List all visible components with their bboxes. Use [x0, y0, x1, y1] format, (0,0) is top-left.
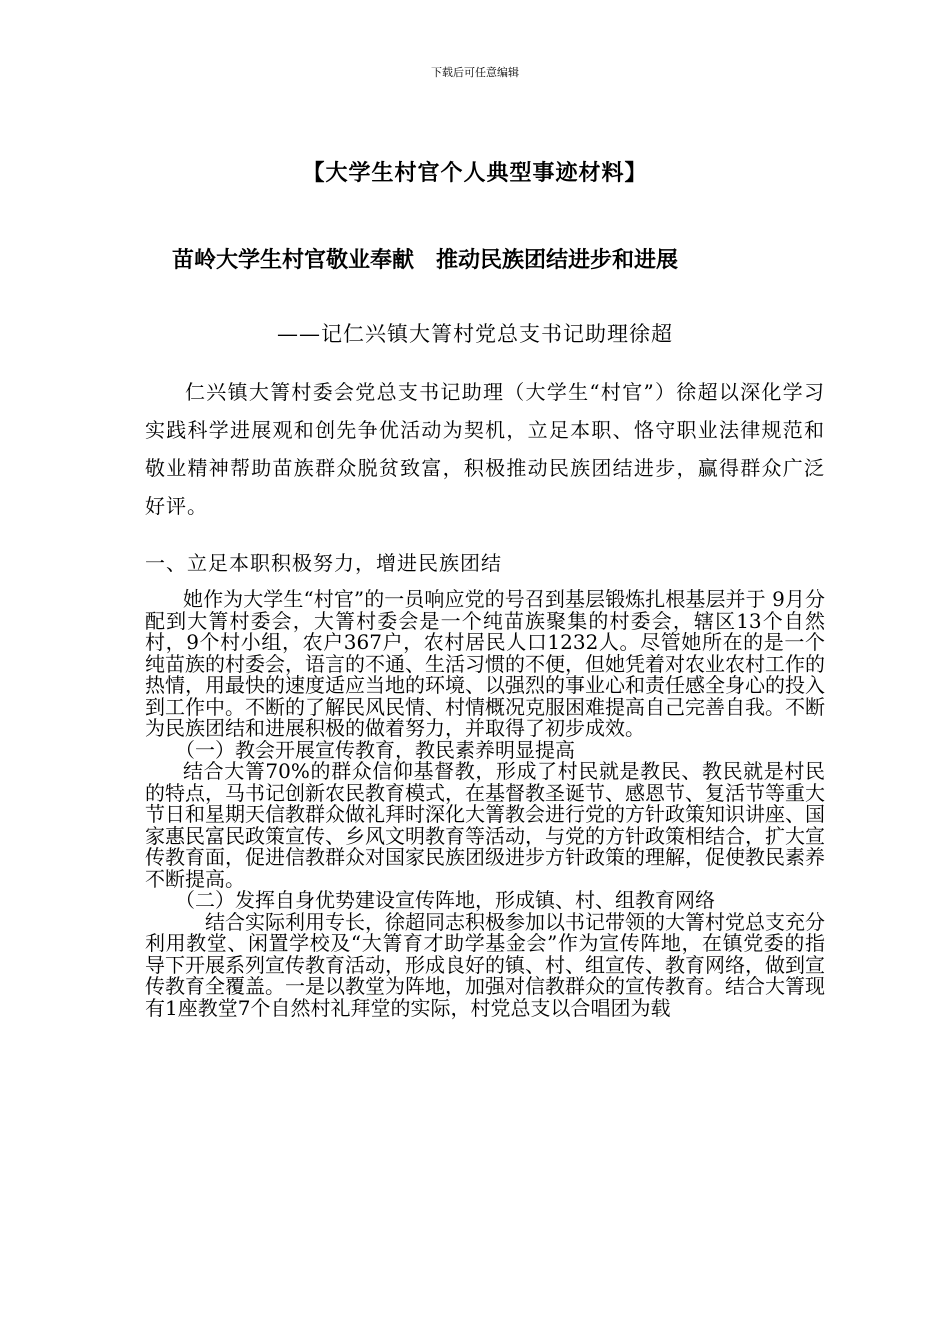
header-note: 下载后可任意编辑: [431, 66, 519, 79]
subsection-2-paragraph: 结合实际利用专长，徐超同志积极参加以书记带领的大箐村党总支充分利用教堂、闲置学校及“大箐育才助学基金会”作为宣传阵地，在镇党委的指导下开展系列宣传教育活动，形成良好的镇、村、组宣传、教育网络，做到宣传教育全覆盖。一是以教堂为阵地，加强对信教群众的宣传教育。结合大箐现有1座教堂7个自然村礼拜堂的实际，村党总支以合唱团为载: [145, 909, 825, 1020]
section-1-body: [145, 589, 825, 1019]
intro-paragraph: [145, 373, 825, 525]
subsection-1-paragraph: 结合大箐70%的群众信仰基督教，形成了村民就是教民、教民就是村民的特点，马书记创新农民教育模式，在基督教圣诞节、感恩节、复活节等重大节日和星期天信教群众做礼拜时深化大箐教会进行党的方针政策知识讲座、国家惠民富民政策宣传、乡风文明教育等活动，与党的方针政策相结合，扩大宣传教育面，促进信教群众对国家民族团级进步方针政策的理解，促使教民素养不断提高。: [145, 759, 825, 891]
section-1-heading: 一、立足本职积极努力，增进民族团结: [145, 551, 502, 575]
section-1-paragraph: 她作为大学生“村官”的一员响应党的号召到基层锻炼扎根基层并于 9月分配到大箐村委会，大箐村委会是一个纯苗族聚集的村委会，辖区13个自然村，9个村小组，农户367户，农村居民人口1232人。尽管她所在的是一个纯苗族的村委会，语言的不通、生活习惯的不便，但她凭着对农业农村工作的热情，用最快的速度适应当地的环境、以强烈的事业心和责任感全身心的投入到工作中。不断的了解民风民情、村情概况克服困难提高自己完善自我。不断为民族团结和进展积极的做着努力，并取得了初步成效。: [145, 587, 825, 740]
main-heading: 苗岭大学生村官敬业奉献 推动民族团结进步和进展: [172, 248, 679, 273]
document-title: 【大学生村官个人典型事迹材料】: [302, 161, 648, 186]
intro-text: 仁兴镇大箐村委会党总支书记助理（大学生“村官”）徐超以深化学习实践科学进展观和创先争优活动为契机，立足本职、恪守职业法律规范和敬业精神帮助苗族群众脱贫致富，积极推动民族团结进步，赢得群众广泛好评。: [145, 380, 825, 518]
subsection-1-heading: （一）教会开展宣传教育，教民素养明显提高: [175, 737, 575, 762]
subsection-2-heading: （二）发挥自身优势建设宣传阵地，形成镇、村、组教育网络: [175, 888, 715, 912]
sub-heading: ——记仁兴镇大箐村党总支书记助理徐超: [277, 322, 673, 346]
